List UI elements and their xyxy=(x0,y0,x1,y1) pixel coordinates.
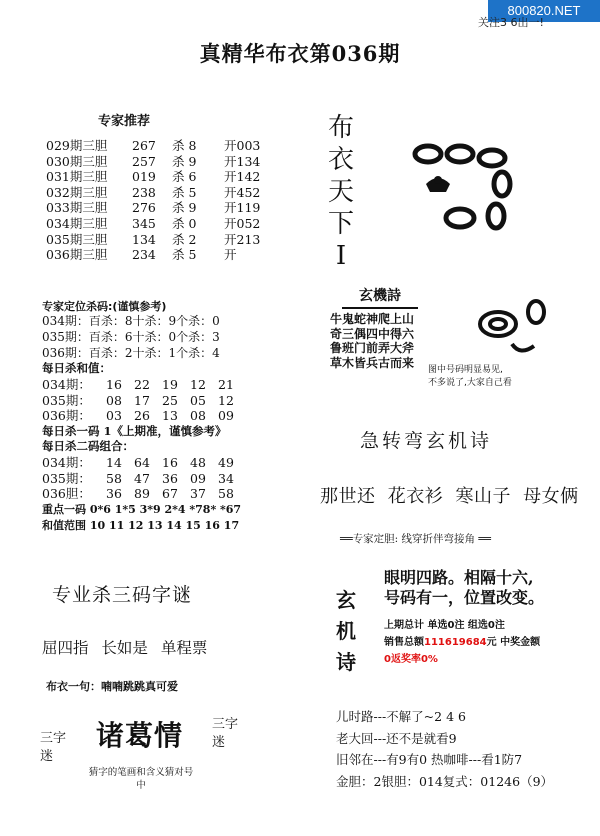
table-row: 035期： 58 47 36 09 34 xyxy=(42,470,234,486)
qusi-line: 屈四指 长如是 单程票 xyxy=(42,639,208,657)
table-row: 036期： 03 26 13 08 09 xyxy=(42,408,234,424)
kids-riddles xyxy=(336,706,553,792)
table-row: 030期三胆 257 杀 9 开134 xyxy=(46,153,261,169)
dingwei-row: 036期：百杀：2十杀：1个杀：4 xyxy=(42,345,220,360)
sanzi-right: 三字 迷 xyxy=(212,717,239,750)
poem-box xyxy=(330,285,430,370)
poem-lines: 牛鬼蛇神爬上山 奇三偶四中得六 鲁班门前弄大斧 草木皆兵古而来 xyxy=(330,312,415,370)
riddle-line: 旧邻在---有9有0 热咖啡---看1防7 xyxy=(336,752,523,767)
poem-title: 玄機詩 xyxy=(342,285,418,309)
watermark-badge: 800820.NET xyxy=(488,0,600,22)
riddle-line: 老大回---还不是就看9 xyxy=(336,730,457,746)
dingwei-heading: 专家定位杀码:(谨慎参考) xyxy=(42,300,167,313)
dingwei-row: 035期：百杀：6十杀：0个杀：3 xyxy=(42,329,220,344)
buyi-vertical-title: 布 衣 天 下 I xyxy=(327,113,354,271)
xuanji-vertical-title: 玄 机 诗 xyxy=(336,588,356,674)
stats-line: 销售总额111619684元 中奖金额 xyxy=(384,637,541,648)
poem-note: 图中号码明显易见, 不多说了,大家自己看 xyxy=(428,365,512,388)
table-row: 036期三胆 234 杀 5 开 xyxy=(46,247,237,263)
coin-chain-icon xyxy=(410,136,530,246)
eye-poem: 眼明四路。相隔十六, 号码有一，位置改变。 xyxy=(384,568,545,607)
table-row: 035期三胆 134 杀 2 开213 xyxy=(46,231,261,247)
stats-line: 0返奖率0% xyxy=(384,654,438,665)
expert-heading: 专家推荐 xyxy=(98,114,151,129)
table-row: 034期： 16 22 19 12 21 xyxy=(42,377,234,393)
jizhuan-heading: 急转弯玄机诗 xyxy=(360,430,493,452)
hezhi-heading: 每日杀和值： xyxy=(42,361,111,376)
table-row: 036胆： 36 89 67 37 58 xyxy=(42,486,234,502)
table-row: 031期三胆 019 杀 6 开142 xyxy=(46,169,261,185)
hezhi-list xyxy=(42,377,241,424)
table-row: 034期三胆 345 杀 0 开052 xyxy=(46,215,261,231)
yima-heading: 每日杀一码 1《上期准，谨慎参考》 xyxy=(42,423,227,438)
expert-list xyxy=(46,138,284,263)
dingwei-row: 034期：百杀：8十杀：9个杀：0 xyxy=(42,314,220,328)
table-row: 034期： 14 64 16 48 49 xyxy=(42,455,234,471)
sanzi-left: 三字 迷 xyxy=(40,731,67,764)
kill-section xyxy=(42,314,241,533)
table-row: 035期： 08 17 25 05 12 xyxy=(42,392,234,408)
ingot-icon xyxy=(472,296,556,362)
riddle-line: 金胆：2银胆：014复式：01246（9） xyxy=(336,773,554,789)
corner-note: 关注3 6出一! xyxy=(478,16,544,29)
zhuge-subtitle: 猜字的笔画和含义猜对号中 xyxy=(88,767,194,791)
table-row: 032期三胆 238 杀 5 开452 xyxy=(46,184,261,200)
dingdan-line: ══专家定胆: 线穿折伴弯接角 ══ xyxy=(340,533,491,545)
zhuge-title: 诸葛情 xyxy=(96,719,184,752)
table-row: 033期三胆 276 杀 9 开119 xyxy=(46,200,261,216)
table-row: 029期三胆 267 杀 8 开003 xyxy=(46,138,261,153)
buyi-line: 布衣一句：喃喃跳跳真可爱 xyxy=(46,680,178,693)
yima-subheading: 每日杀二码组合： xyxy=(42,439,134,454)
stats-line: 上期总计 单选0注 组选0注 xyxy=(384,620,505,631)
zimi-title: 专业杀三码字谜 xyxy=(52,584,193,606)
page-title: 真精华布衣第036期 xyxy=(199,41,401,66)
sales-stats xyxy=(384,617,540,668)
riddle-line: 儿时路---不解了~2 4 6 xyxy=(336,709,466,724)
hezhi-range-line: 和值范围 10 11 12 13 14 15 16 17 xyxy=(42,518,240,532)
yima-list xyxy=(42,455,241,502)
four-words-line: 那世还 花衣衫 寒山子 母女俩 xyxy=(320,486,579,507)
zhongdian-line: 重点一码 0*6 1*5 3*9 2*4 *78* *67 xyxy=(42,502,242,516)
